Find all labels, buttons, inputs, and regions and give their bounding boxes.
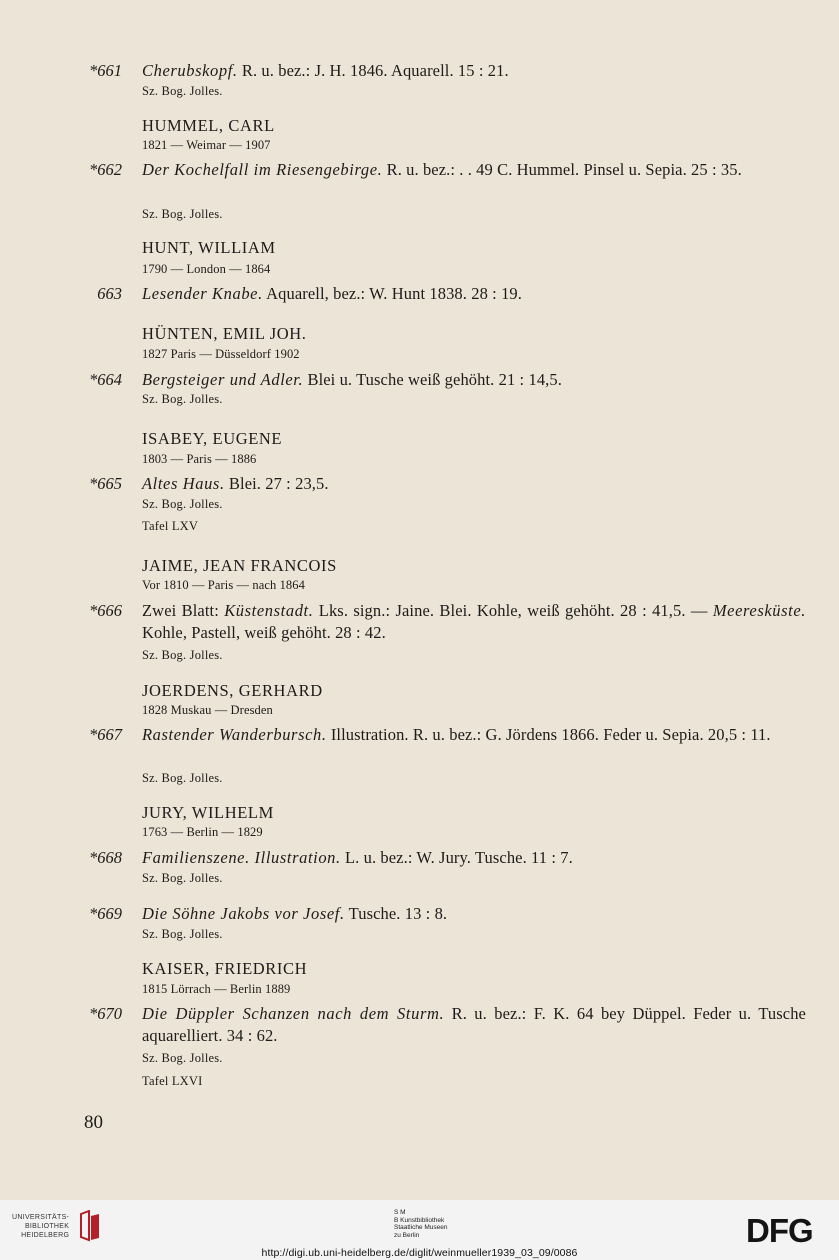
entry-description xyxy=(142,903,806,925)
plate-reference: Tafel LXVI xyxy=(142,1074,203,1088)
artwork-title: Bergsteiger und Adler. xyxy=(142,370,304,389)
center-line-3: Staatliche Museen xyxy=(394,1224,448,1231)
artwork-details: R. u. bez.: F. K. 64 bey Düppel. Feder u. Tusche aquarelliert. 34 : 62. xyxy=(142,1004,806,1045)
entry-description xyxy=(142,724,806,746)
artist-name: JOERDENS, GERHARD xyxy=(142,681,323,700)
university-line-3: HEIDELBERG xyxy=(21,1232,70,1239)
artwork-title: Rastender Wanderbursch. xyxy=(142,725,327,744)
artwork-title: Der Kochelfall im Riesengebirge. xyxy=(142,160,383,179)
artist-name: HÜNTEN, EMIL JOH. xyxy=(142,324,307,343)
university-line-2: BIBLIOTHEK xyxy=(24,1223,70,1230)
artist-life: 1790 — London — 1864 xyxy=(142,262,271,276)
artist-name: ISABEY, EUGENE xyxy=(142,429,283,448)
artwork-title: Die Düppler Schanzen nach dem Sturm. xyxy=(142,1004,445,1023)
artwork-details: Tusche. 13 : 8. xyxy=(344,904,448,923)
artwork-details: R. u. bez.: . . 49 C. Hummel. Pinsel u. Sepia. 25 : 35. xyxy=(382,160,742,179)
provenance: Sz. Bog. Jolles. xyxy=(142,771,223,785)
artwork-title: Altes Haus. xyxy=(142,474,225,493)
artwork-prefix: Zwei Blatt: xyxy=(142,601,225,620)
viewer-footer xyxy=(0,1200,839,1260)
artwork-details-2: Kohle, Pastell, weiß gehöht. 28 : 42. xyxy=(142,623,386,642)
artist-life: 1803 — Paris — 1886 xyxy=(142,452,257,466)
artist-name: JAIME, JEAN FRANCOIS xyxy=(142,556,337,575)
entry-number: *670 xyxy=(89,1004,122,1023)
artwork-details: Blei u. Tusche weiß gehöht. 21 : 14,5. xyxy=(303,370,562,389)
entry-number: *667 xyxy=(89,725,122,744)
artist-life: 1763 — Berlin — 1829 xyxy=(142,825,263,839)
artist-life: 1815 Lörrach — Berlin 1889 xyxy=(142,982,291,996)
artist-life: Vor 1810 — Paris — nach 1864 xyxy=(142,578,305,592)
artwork-details: Blei. 27 : 23,5. xyxy=(224,474,329,493)
artwork-title: Cherubskopf. xyxy=(142,61,238,80)
entry-number: *662 xyxy=(89,160,122,179)
entry-description xyxy=(142,369,806,391)
provenance: Sz. Bog. Jolles. xyxy=(142,648,223,662)
entry-number: *666 xyxy=(89,601,122,620)
artwork-details: Illustration. R. u. bez.: G. Jördens 1866. Feder u. Sepia. 20,5 : 11. xyxy=(326,725,771,744)
artwork-details: Aquarell, bez.: W. Hunt 1838. 28 : 19. xyxy=(262,284,522,303)
entry-number: *669 xyxy=(89,904,122,923)
artist-name: HUNT, WILLIAM xyxy=(142,238,276,257)
provenance: Sz. Bog. Jolles. xyxy=(142,927,223,941)
entry-description xyxy=(142,283,806,305)
artwork-details: Lks. sign.: Jaine. Blei. Kohle, weiß gehöht. 28 : 41,5. — xyxy=(313,601,713,620)
artist-name: JURY, WILHELM xyxy=(142,803,274,822)
entry-number: *665 xyxy=(89,474,122,493)
dfg-logo[interactable] xyxy=(746,1213,828,1245)
artwork-title: Die Söhne Jakobs vor Josef. xyxy=(142,904,345,923)
artwork-details: R. u. bez.: J. H. 1846. Aquarell. 15 : 21. xyxy=(237,61,509,80)
provenance: Sz. Bog. Jolles. xyxy=(142,497,223,511)
center-line-2: B Kunstbibliothek xyxy=(394,1216,445,1224)
artist-life: 1821 — Weimar — 1907 xyxy=(142,138,271,152)
university-library-label[interactable] xyxy=(12,1213,69,1240)
dfg-logo-text: DFG xyxy=(746,1213,813,1245)
plate-reference: Tafel LXV xyxy=(142,519,199,533)
artwork-details: L. u. bez.: W. Jury. Tusche. 11 : 7. xyxy=(340,848,573,867)
entry-description xyxy=(142,600,806,644)
entry-number: *661 xyxy=(89,61,122,80)
artist-name: HUMMEL, CARL xyxy=(142,116,275,135)
artwork-title: Küstenstadt. xyxy=(224,601,314,620)
entry-description xyxy=(142,159,806,181)
artwork-title: Familienszene. Illustration. xyxy=(142,848,341,867)
artwork-title-2: Meeresküste. xyxy=(712,601,806,620)
artist-life: 1828 Muskau — Dresden xyxy=(142,703,273,717)
heidelberg-logo-icon[interactable] xyxy=(78,1210,102,1242)
center-line-4: zu Berlin xyxy=(394,1231,420,1239)
artwork-title: Lesender Knabe. xyxy=(142,284,263,303)
entry-number: *664 xyxy=(89,370,122,389)
provenance: Sz. Bog. Jolles. xyxy=(142,871,223,885)
entry-description xyxy=(142,473,806,495)
entry-number: *668 xyxy=(89,848,122,867)
university-line-1: UNIVERSITÄTS- xyxy=(12,1214,70,1221)
provenance: Sz. Bog. Jolles. xyxy=(142,1051,223,1065)
artist-life: 1827 Paris — Düsseldorf 1902 xyxy=(142,347,300,361)
entry-description xyxy=(142,847,806,869)
provenance: Sz. Bog. Jolles. xyxy=(142,84,223,98)
provenance: Sz. Bog. Jolles. xyxy=(142,207,223,221)
entry-number: 663 xyxy=(97,284,122,303)
entry-description xyxy=(142,60,806,82)
artist-name: KAISER, FRIEDRICH xyxy=(142,959,308,978)
provenance: Sz. Bog. Jolles. xyxy=(142,392,223,406)
entry-description xyxy=(142,1003,806,1047)
kunstbibliothek-label xyxy=(394,1209,447,1239)
page-number: 80 xyxy=(84,1112,103,1133)
center-line-1: S M xyxy=(394,1209,406,1216)
permalink-url[interactable]: http://digi.ub.uni-heidelberg.de/diglit/weinmueller1939_03_09/0086 xyxy=(261,1247,578,1259)
